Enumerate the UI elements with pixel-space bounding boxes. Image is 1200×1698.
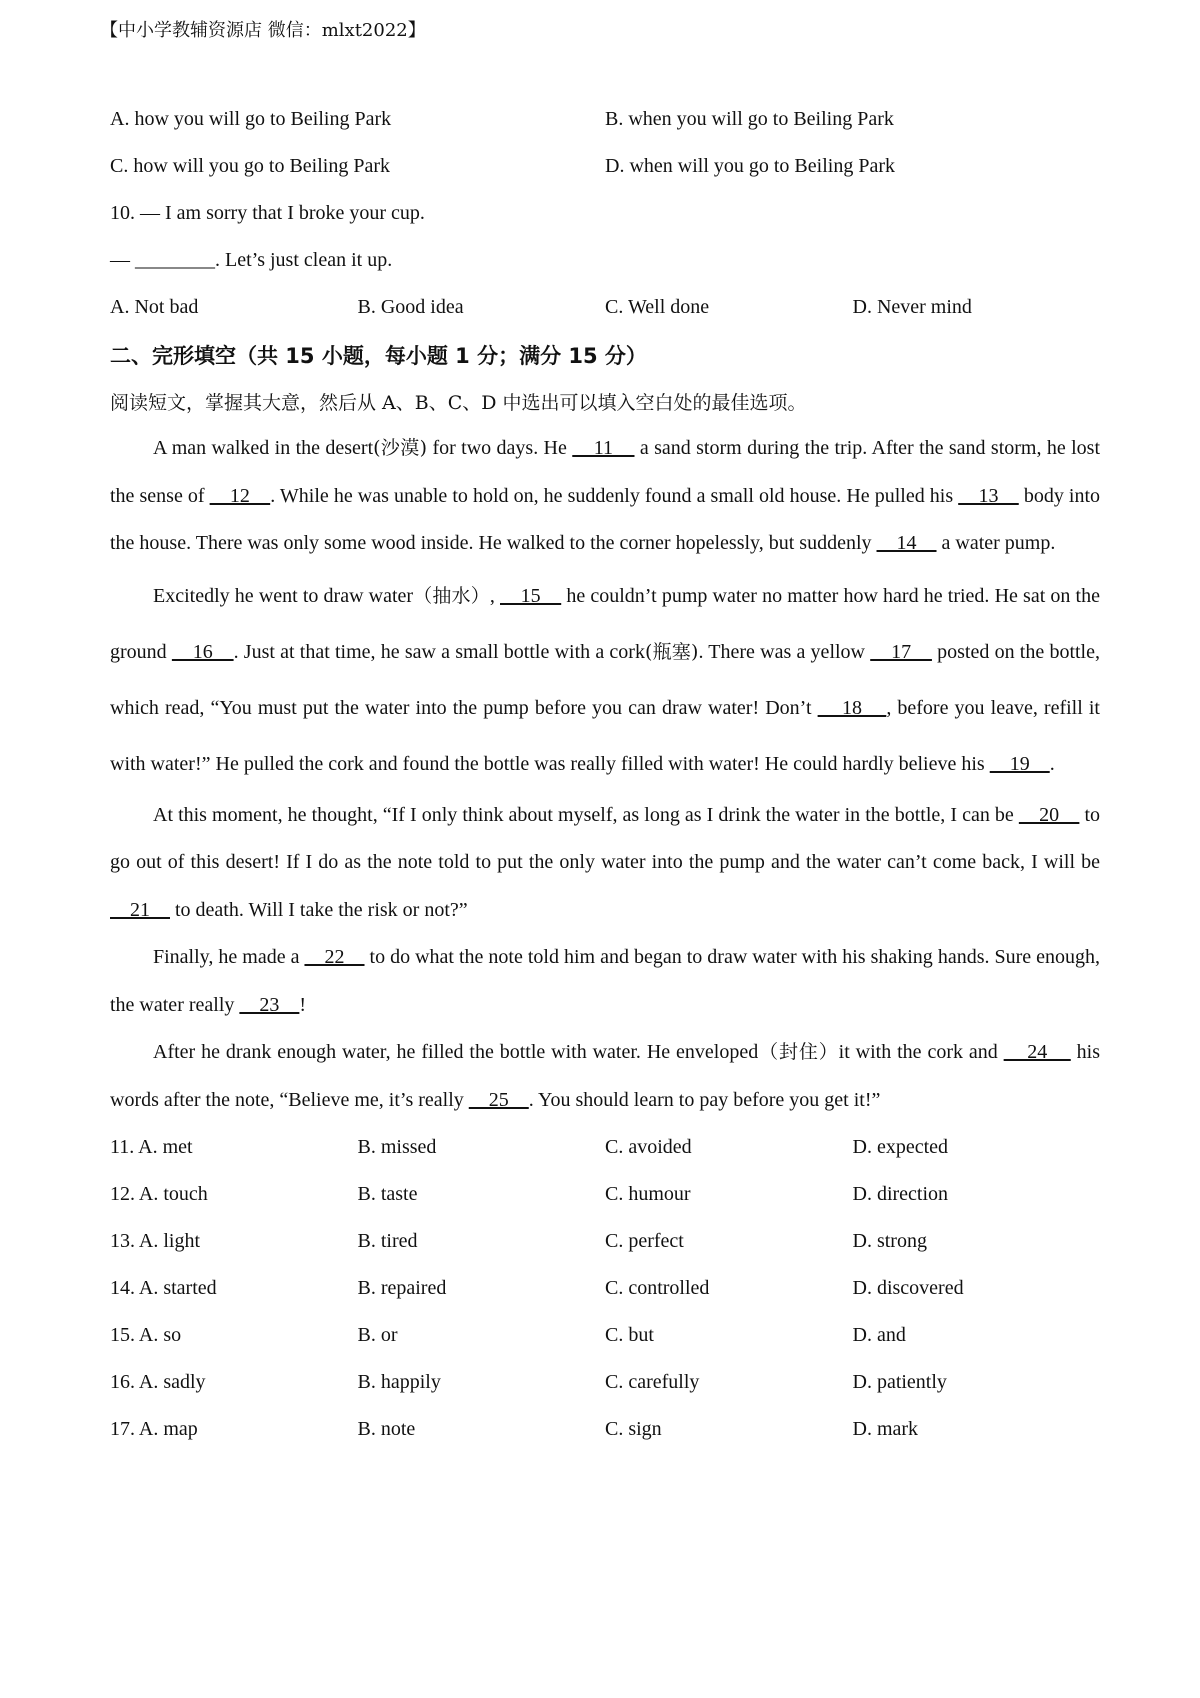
choices-list: [110, 1124, 1100, 1453]
choice-row-12: [110, 1171, 1100, 1218]
choice-15-c[interactable]: C. but: [605, 1324, 654, 1346]
choice-13-b[interactable]: B. tired: [357, 1230, 418, 1252]
choice-12-c[interactable]: C. humour: [605, 1183, 691, 1205]
choice-15-d[interactable]: D. and: [852, 1324, 906, 1346]
choice-15-a[interactable]: 15. A. so: [110, 1324, 182, 1346]
choice-16-a[interactable]: 16. A. sadly: [110, 1371, 206, 1393]
q10-options: [110, 284, 1100, 331]
choice-13-a[interactable]: 13. A. light: [110, 1230, 201, 1252]
page-header: 【中小学教辅资源店 微信：mlxt2022】: [100, 20, 426, 41]
choice-16-b[interactable]: B. happily: [357, 1371, 441, 1393]
choice-13-d[interactable]: D. strong: [852, 1230, 927, 1252]
passage-paragraph-2: Excitedly he went to draw water（抽水）, 15 he couldn’t pump water no matter how hard he tried. He sat on the ground 16 . Just at that time, he saw a small bottle with a cork(瓶塞). There was a yellow 17 posted on the bottle, which read, “You must put the water into the pump before you can draw water! Don’t 18 , before you leave, refill it with water!” He pulled the cork and found the bottle was really filled with water! He could hardly believe his 19 .: [110, 584, 1100, 775]
choice-13-c[interactable]: C. perfect: [605, 1230, 684, 1252]
choice-11-b[interactable]: B. missed: [357, 1136, 437, 1158]
choice-16-c[interactable]: C. carefully: [605, 1371, 700, 1393]
passage-paragraph-3: At this moment, he thought, “If I only think about myself, as long as I drink the water in the bottle, I can be 20 to go out of this desert! If I do as the note told to put the only water into the pump and the water can’t come back, I will be 21 to death. Will I take the risk or not?”: [110, 803, 1100, 921]
document-body: [110, 96, 1100, 1453]
choice-16-d[interactable]: D. patiently: [852, 1371, 947, 1393]
q9-options-row-1: [110, 96, 1100, 143]
choice-12-a[interactable]: 12. A. touch: [110, 1183, 208, 1205]
passage-paragraph-1: A man walked in the desert(沙漠) for two days. He 11 a sand storm during the trip. After the sand storm, he lost the sense of 12 . While he was unable to hold on, he suddenly found a small old house. He pulled his 13 body into the house. There was only some wood inside. He walked to the corner hopelessly, but suddenly 14 a water pump.: [110, 437, 1101, 554]
blank-18[interactable]: 18: [817, 696, 887, 719]
blank-23[interactable]: 23: [239, 993, 300, 1016]
q10-option-c[interactable]: C. Well done: [605, 296, 710, 318]
blank-21[interactable]: 21: [110, 898, 170, 921]
blank-17[interactable]: 17: [870, 640, 932, 663]
choice-row-15: [110, 1312, 1100, 1359]
choice-17-d[interactable]: D. mark: [852, 1418, 919, 1440]
choice-11-d[interactable]: D. expected: [852, 1136, 949, 1158]
choice-17-a[interactable]: 17. A. map: [110, 1418, 198, 1440]
passage-paragraph-5: After he drank enough water, he filled the bottle with water. He enveloped（封住）it with the cork and 24 his words after the note, “Believe me, it’s really 25 . You should learn to pay before you get it!”: [110, 1041, 1100, 1111]
choice-11-a[interactable]: 11. A. met: [110, 1136, 193, 1158]
choice-row-13: [110, 1218, 1100, 1265]
blank-19[interactable]: 19: [989, 752, 1050, 775]
blank-25[interactable]: 25: [468, 1088, 529, 1111]
choice-11-c[interactable]: C. avoided: [605, 1136, 692, 1158]
q9-option-a[interactable]: A. how you will go to Beiling Park: [110, 108, 392, 130]
choice-row-17: [110, 1406, 1100, 1453]
choice-14-a[interactable]: 14. A. started: [110, 1277, 217, 1299]
q10-prompt: 10. — I am sorry that I broke your cup.: [110, 202, 425, 224]
passage-paragraph-4: Finally, he made a 22 to do what the note told him and began to draw water with his shaking hands. Sure enough, the water really 23 !: [110, 946, 1101, 1016]
choice-12-d[interactable]: D. direction: [852, 1183, 949, 1205]
q9-option-c[interactable]: C. how will you go to Beiling Park: [110, 155, 390, 177]
choice-17-c[interactable]: C. sign: [605, 1418, 662, 1440]
blank-20[interactable]: 20: [1018, 803, 1080, 826]
blank-14[interactable]: 14: [876, 532, 937, 554]
choice-row-16: [110, 1359, 1100, 1406]
choice-row-11: [110, 1124, 1100, 1171]
choice-12-b[interactable]: B. taste: [357, 1183, 418, 1205]
q10-option-d[interactable]: D. Never mind: [852, 296, 972, 318]
blank-22[interactable]: 22: [304, 946, 365, 968]
choice-15-b[interactable]: B. or: [357, 1324, 398, 1346]
q10-option-a[interactable]: A. Not bad: [110, 296, 199, 318]
q9-option-d[interactable]: D. when will you go to Beiling Park: [605, 155, 895, 177]
blank-24[interactable]: 24: [1003, 1041, 1071, 1063]
q10-option-b[interactable]: B. Good idea: [357, 296, 464, 318]
choice-14-c[interactable]: C. controlled: [605, 1277, 710, 1299]
section-title: 二、完形填空（共 15 小题，每小题 1 分；满分 15 分）: [110, 343, 647, 368]
q9-option-b[interactable]: B. when you will go to Beiling Park: [605, 108, 894, 130]
q9-options-row-2: [110, 143, 1100, 190]
blank-12[interactable]: 12: [209, 484, 271, 507]
blank-15[interactable]: 15: [500, 584, 562, 607]
choice-17-b[interactable]: B. note: [357, 1418, 416, 1440]
blank-11[interactable]: 11: [572, 437, 635, 459]
section-instruction: 阅读短文，掌握其大意，然后从 A、B、C、D 中选出可以填入空白处的最佳选项。: [110, 392, 807, 414]
blank-16[interactable]: 16: [171, 640, 234, 663]
choice-row-14: [110, 1265, 1100, 1312]
choice-14-d[interactable]: D. discovered: [852, 1277, 964, 1299]
choice-14-b[interactable]: B. repaired: [357, 1277, 447, 1299]
q10-response: — ________. Let’s just clean it up.: [110, 249, 393, 271]
blank-13[interactable]: 13: [958, 484, 1019, 507]
